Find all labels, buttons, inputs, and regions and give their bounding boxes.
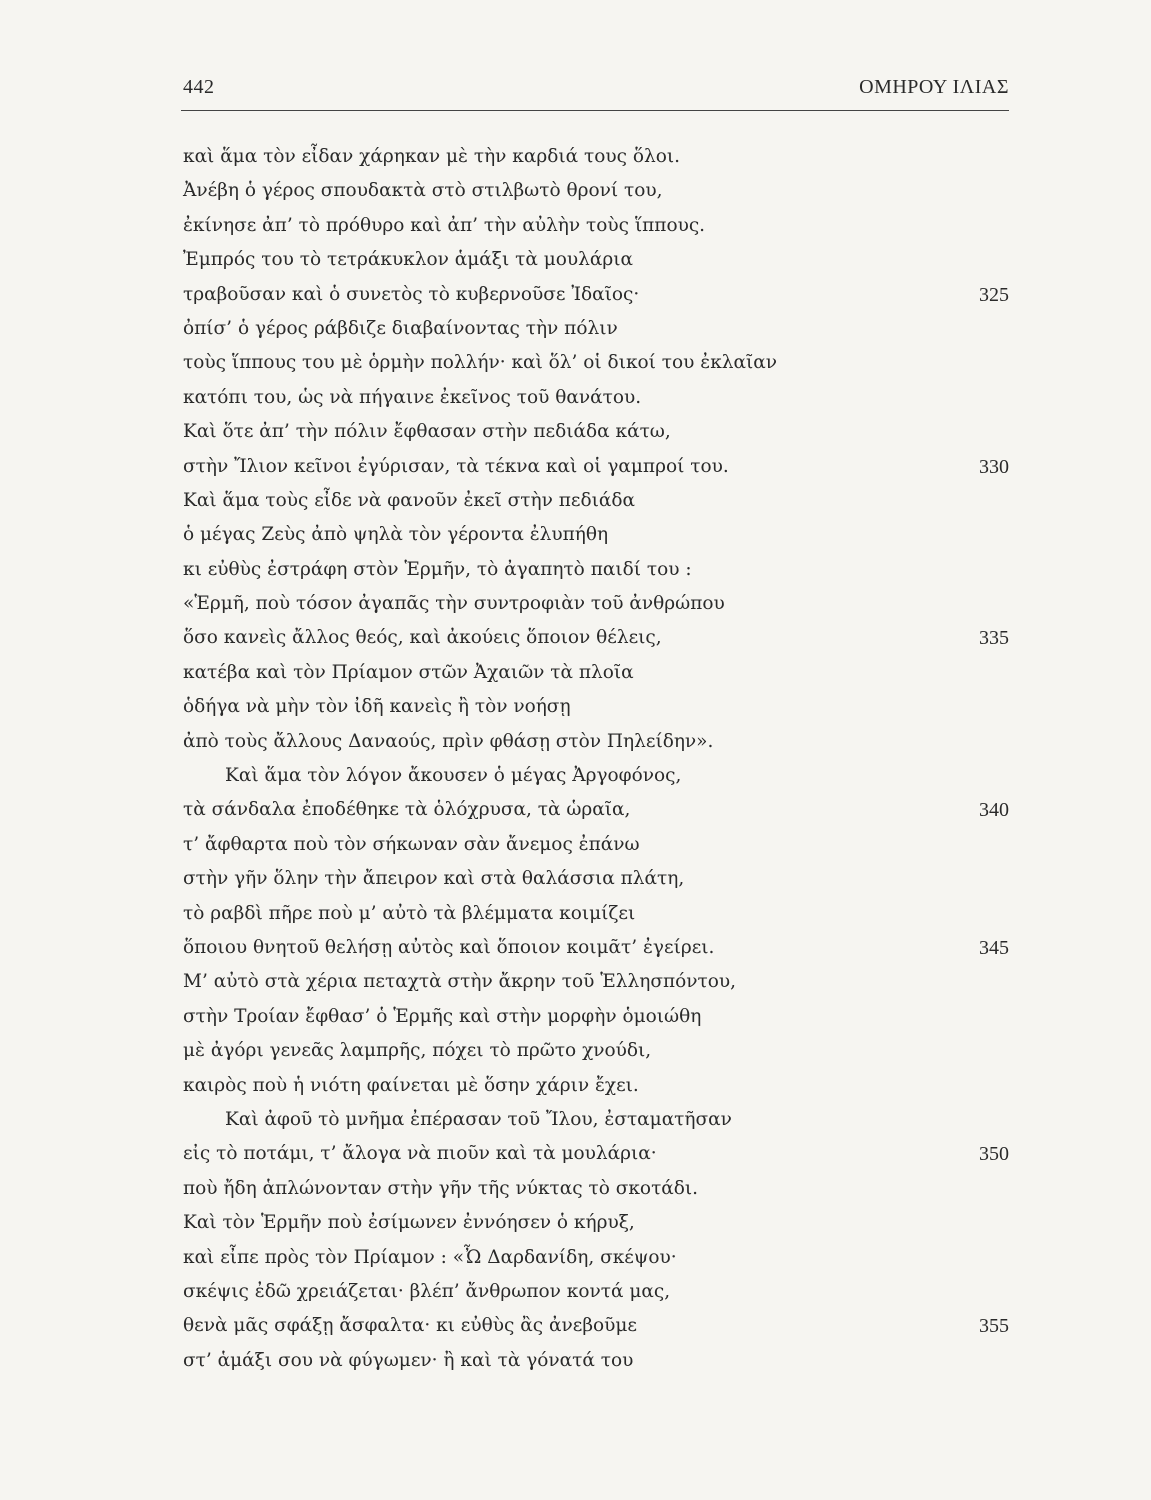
verse-text: ὀπίσ’ ὁ γέρος ράβδιζε διαβαίνοντας τὴν πόλιν: [183, 317, 618, 339]
verse-text: κι εὐθὺς ἐστράφη στὸν Ἑρμῆν, τὸ ἀγαπητὸ παιδί του :: [183, 558, 692, 580]
verse-line: [183, 621, 1009, 655]
verse-block: [183, 140, 1009, 1378]
verse-text: στὴν Τροίαν ἔφθασ’ ὁ Ἑρμῆς καὶ στὴν μορφὴν ὁμοιώθη: [183, 1005, 702, 1027]
verse-text: κατέβα καὶ τὸν Πρίαμον στῶν Ἀχαιῶν τὰ πλοῖα: [183, 661, 634, 683]
verse-line: [183, 140, 1009, 174]
verse-text: Καὶ ἅμα τοὺς εἶδε νὰ φανοῦν ἐκεῖ στὴν πεδιάδα: [183, 489, 636, 511]
verse-line: [183, 1172, 1009, 1206]
verse-text: ἀπὸ τοὺς ἄλλους Δαναούς, πρὶν φθάσῃ στὸν Πηλείδην».: [183, 730, 714, 752]
verse-text: Καὶ ὅτε ἀπ’ τὴν πόλιν ἔφθασαν στὴν πεδιάδα κάτω,: [183, 421, 671, 443]
verse-line: [183, 1103, 1009, 1137]
verse-line: [183, 1275, 1009, 1309]
verse-line: [183, 484, 1009, 518]
verse-text: κατόπι του, ὡς νὰ πήγαινε ἐκεῖνος τοῦ θανάτου.: [183, 386, 642, 408]
verse-line: [183, 1344, 1009, 1378]
page-header: [183, 72, 1009, 104]
verse-line: [183, 1309, 1009, 1343]
verse-text: ποὺ ἤδη ἁπλώνονταν στὴν γῆν τῆς νύκτας τὸ σκοτάδι.: [183, 1177, 699, 1199]
verse-text: στὴν Ἴλιον κεῖνοι ἐγύρισαν, τὰ τέκνα καὶ οἱ γαμπροί του.: [183, 455, 729, 477]
line-number: 350: [979, 1143, 1009, 1166]
verse-line: [183, 656, 1009, 690]
verse-text: καὶ ἅμα τὸν εἶδαν χάρηκαν μὲ τὴν καρδιά τους ὅλοι.: [183, 146, 680, 167]
verse-line: [183, 209, 1009, 243]
verse-line: [183, 381, 1009, 415]
verse-line: [183, 897, 1009, 931]
verse-text: καὶ εἶπε πρὸς τὸν Πρίαμον : «Ὦ Δαρδανίδη, σκέψου·: [183, 1246, 677, 1268]
line-number: 355: [979, 1315, 1009, 1338]
line-number: 330: [979, 455, 1009, 478]
verse-line: [183, 793, 1009, 827]
verse-text: στὴν γῆν ὅλην τὴν ἄπειρον καὶ στὰ θαλάσσια πλάτη,: [183, 868, 685, 890]
verse-text: τραβοῦσαν καὶ ὁ συνετὸς τὸ κυβερνοῦσε Ἰδαῖος·: [183, 283, 640, 305]
verse-line: [183, 346, 1009, 380]
verse-line: [183, 243, 1009, 277]
verse-text: «Ἑρμῆ, ποὺ τόσον ἀγαπᾶς τὴν συντροφιὰν τοῦ ἀνθρώπου: [183, 593, 725, 615]
verse-text: θενὰ μᾶς σφάξῃ ἄσφαλτα· κι εὐθὺς ἂς ἀνεβοῦμε: [183, 1315, 638, 1337]
verse-text: Ἀνέβη ὁ γέρος σπουδακτὰ στὸ στιλβωτὸ θρονί του,: [183, 180, 663, 202]
verse-line: [183, 1137, 1009, 1171]
verse-text: τὸ ραβδὶ πῆρε ποὺ μ’ αὐτὸ τὰ βλέμματα κοιμίζει: [183, 902, 636, 924]
verse-text: εἰς τὸ ποτάμι, τ’ ἄλογα νὰ πιοῦν καὶ τὰ μουλάρια·: [183, 1143, 657, 1165]
verse-text: Καὶ ἅμα τὸν λόγον ἄκουσεν ὁ μέγας Ἀργοφόνος,: [225, 765, 682, 787]
verse-text: σκέψις ἐδῶ χρειάζεται· βλέπ’ ἄνθρωπον κοντά μας,: [183, 1280, 671, 1302]
line-number: 345: [979, 936, 1009, 959]
verse-text: τοὺς ἵππους του μὲ ὁρμὴν πολλήν· καὶ ὅλ’ οἱ δικοί του ἐκλαῖαν: [183, 352, 777, 374]
verse-line: [183, 174, 1009, 208]
verse-text: τ’ ἄφθαρτα ποὺ τὸν σήκωναν σὰν ἄνεμος ἐπάνω: [183, 833, 640, 855]
verse-text: ἐκίνησε ἀπ’ τὸ πρόθυρο καὶ ἀπ’ τὴν αὐλὴν τοὺς ἵππους.: [183, 214, 706, 236]
verse-text: μὲ ἀγόρι γενεᾶς λαμπρῆς, πόχει τὸ πρῶτο χνούδι,: [183, 1040, 652, 1062]
verse-line: [183, 450, 1009, 484]
verse-text: Ἐμπρός του τὸ τετράκυκλον ἁμάξι τὰ μουλάρια: [183, 249, 633, 271]
verse-line: [183, 725, 1009, 759]
verse-line: [183, 759, 1009, 793]
verse-line: [183, 1069, 1009, 1103]
verse-text: ὅσο κανεὶς ἄλλος θεός, καὶ ἀκούεις ὅποιον θέλεις,: [183, 627, 662, 649]
verse-line: [183, 1241, 1009, 1275]
verse-text: καιρὸς ποὺ ἡ νιότη φαίνεται μὲ ὅσην χάριν ἔχει.: [183, 1074, 639, 1096]
verse-text: τὰ σάνδαλα ἐποδέθηκε τὰ ὁλόχρυσα, τὰ ὡραῖα,: [183, 799, 631, 821]
verse-line: [183, 1000, 1009, 1034]
page-number: 442: [183, 76, 215, 98]
verse-text: στ’ ἁμάξι σου νὰ φύγωμεν· ἢ καὶ τὰ γόνατά του: [183, 1349, 634, 1371]
verse-text: Καὶ τὸν Ἑρμῆν ποὺ ἐσίμωνεν ἐννόησεν ὁ κήρυξ,: [183, 1212, 635, 1234]
verse-text: Μ’ αὐτὸ στὰ χέρια πεταχτὰ στὴν ἄκρην τοῦ Ἑλλησπόντου,: [183, 971, 737, 993]
verse-line: [183, 587, 1009, 621]
verse-line: [183, 312, 1009, 346]
verse-line: [183, 415, 1009, 449]
verse-line: [183, 862, 1009, 896]
verse-line: [183, 828, 1009, 862]
verse-line: [183, 1206, 1009, 1240]
verse-text: ὁδήγα νὰ μὴν τὸν ἰδῆ κανεὶς ἢ τὸν νοήσῃ: [183, 696, 571, 718]
line-number: 325: [979, 283, 1009, 306]
line-number: 335: [979, 627, 1009, 650]
verse-line: [183, 965, 1009, 999]
verse-line: [183, 518, 1009, 552]
verse-text: ὅποιου θνητοῦ θελήσῃ αὐτὸς καὶ ὅποιον κοιμᾶτ’ ἐγείρει.: [183, 936, 715, 958]
verse-line: [183, 278, 1009, 312]
verse-text: Καὶ ἀφοῦ τὸ μνῆμα ἐπέρασαν τοῦ Ἴλου, ἐσταματῆσαν: [225, 1108, 732, 1130]
verse-line: [183, 1034, 1009, 1068]
verse-line: [183, 690, 1009, 724]
line-number: 340: [979, 799, 1009, 822]
verse-line: [183, 553, 1009, 587]
running-title: ΟΜΗΡΟΥ ΙΛΙΑΣ: [859, 76, 1009, 98]
verse-line: [183, 931, 1009, 965]
verse-text: ὁ μέγας Ζεὺς ἀπὸ ψηλὰ τὸν γέροντα ἐλυπήθη: [183, 524, 609, 546]
header-rule: [181, 110, 1009, 111]
